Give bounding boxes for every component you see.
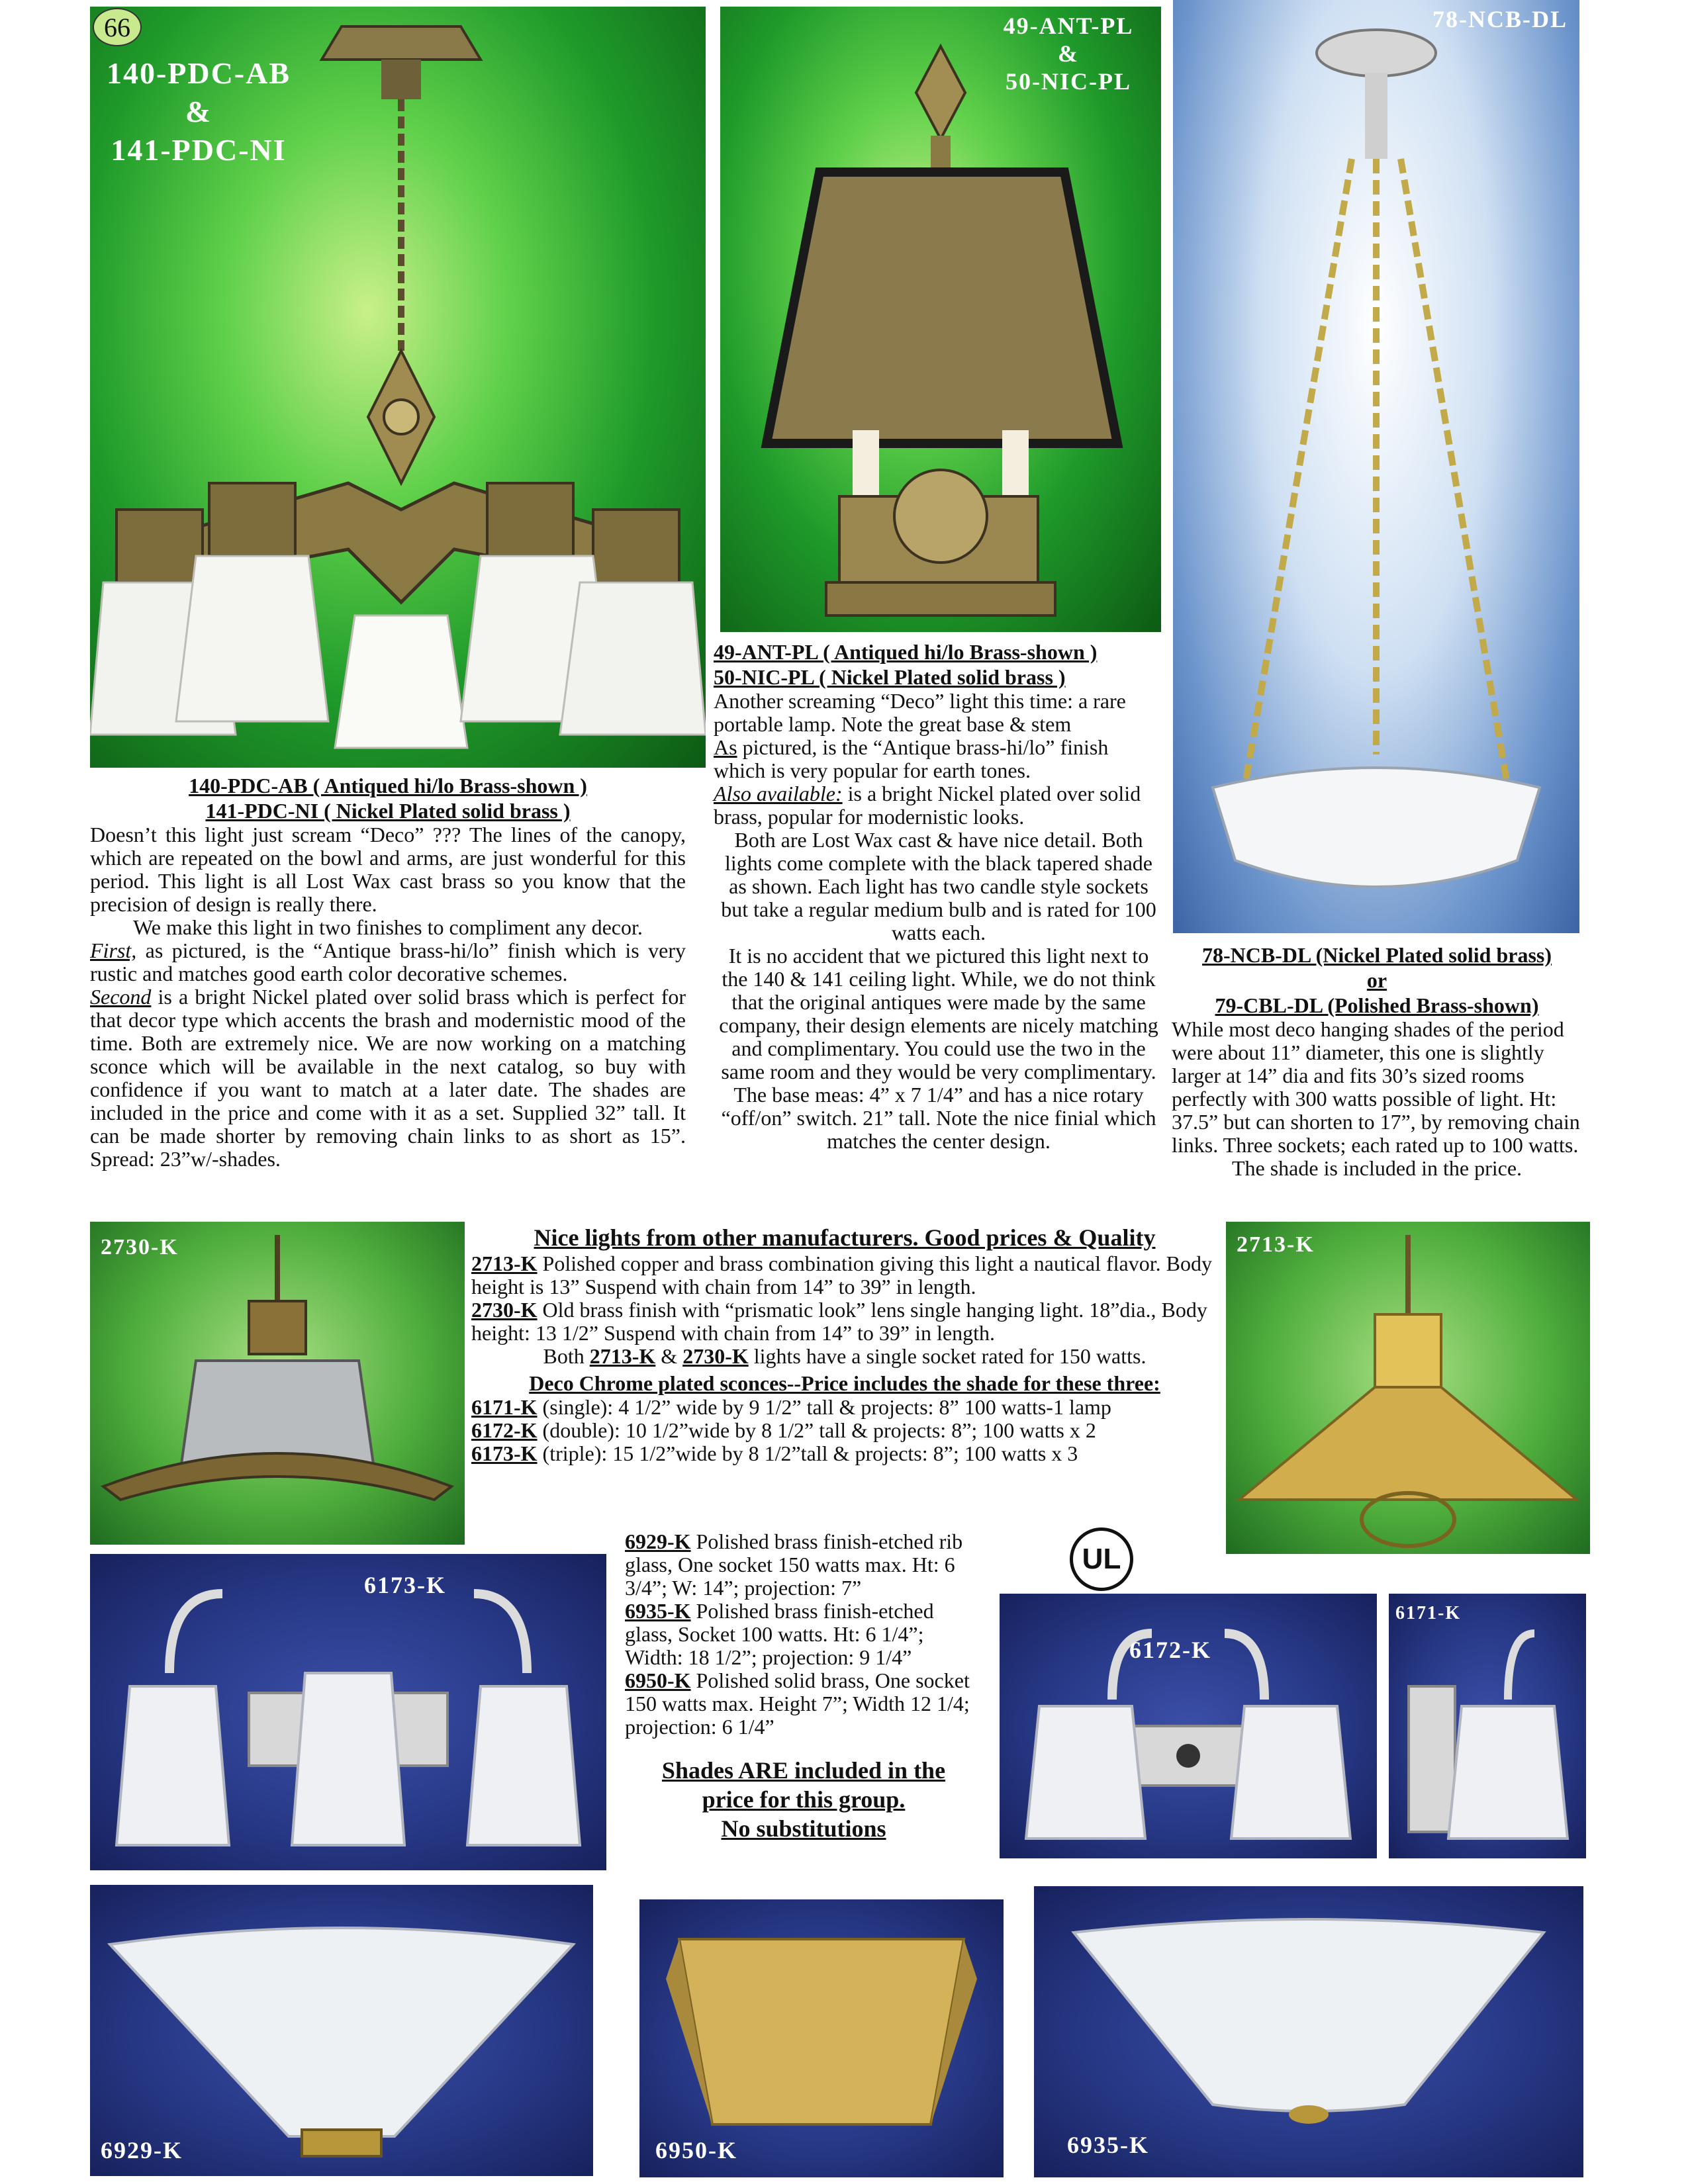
brass-flush-mount-illustration xyxy=(639,1899,1004,2177)
lamp-para: Another screaming “Deco” light this time: a rare portable lamp. Note the great base & stem xyxy=(714,689,1126,736)
chandelier-caption xyxy=(90,773,686,823)
photo-label: 6172-K xyxy=(1129,1637,1211,1663)
lamp-para: Both are Lost Wax cast & have nice detail. Both lights come complete with the black tapered shade as shown. Each light has two candle style sockets but take a regular medium bulb and is rated for 100 watts each. xyxy=(721,828,1156,944)
item-text: (double): 10 1/2”wide by 8 1/2” tall & projects: 8”; 100 watts x 2 xyxy=(537,1418,1096,1442)
pendant-label-text: 78-NCB-DL xyxy=(1432,6,1568,32)
photo-2713-k xyxy=(1226,1222,1590,1554)
pendant-para: The shade is included in the price. xyxy=(1231,1156,1523,1180)
lamp-photo xyxy=(720,7,1161,632)
photo-6172-k xyxy=(1000,1594,1377,1858)
pendant-illustration xyxy=(1173,0,1579,933)
chandelier-label-line: & xyxy=(185,95,212,128)
shades-notice xyxy=(625,1756,982,1843)
pendant-description xyxy=(1172,942,1582,1180)
emphasis: First, xyxy=(90,938,137,962)
item-code: 2713-K xyxy=(471,1251,538,1275)
chandelier-para xyxy=(90,985,686,1171)
notice-line: price for this group. xyxy=(702,1786,906,1813)
ceiling-item xyxy=(625,1600,982,1669)
lamp-illustration xyxy=(720,7,1161,632)
lamp-label-line: 49-ANT-PL xyxy=(1003,13,1134,39)
item-code: 6950-K xyxy=(625,1668,691,1692)
lamp-para-text: is a bright Nickel plated over solid brass, popular for modernistic looks. xyxy=(714,782,1141,829)
ul-listed-logo xyxy=(1070,1527,1133,1591)
item-text: Polished brass finish-etched glass, Socket 100 watts. Ht: 6 1/4”; Width: 18 1/2”; projection: 9 1/4” xyxy=(625,1599,934,1669)
lamp-para: The base meas: 4” x 7 1/4” and has a nice rotary “off/on” switch. 21” tall. Note the nice finial which matches the center design. xyxy=(721,1083,1156,1153)
nautical-pendant-illustration xyxy=(1226,1222,1590,1554)
other-item xyxy=(471,1345,1218,1368)
sconce-heading: Deco Chrome plated sconces--Price includes the shade for these three: xyxy=(529,1371,1160,1395)
lamp-para xyxy=(714,736,1164,782)
item-code: 2730-K xyxy=(471,1298,538,1322)
item-code: 2730-K xyxy=(682,1344,749,1368)
pendant-caption xyxy=(1172,942,1582,1018)
lamp-caption xyxy=(714,639,1164,690)
emphasis: As xyxy=(714,735,737,759)
pendant-label xyxy=(1432,5,1568,33)
photo-label: 2730-K xyxy=(101,1235,179,1259)
item-code: 6929-K xyxy=(625,1529,691,1553)
ribbed-flush-mount-illustration xyxy=(90,1885,593,2176)
ceiling-fixtures-text xyxy=(625,1530,982,1843)
lamp-label-line: & xyxy=(1058,40,1079,67)
ceiling-item xyxy=(625,1530,982,1600)
chandelier-label-line: 141-PDC-NI xyxy=(111,133,287,167)
item-text: Both xyxy=(543,1344,590,1368)
chandelier-para xyxy=(90,939,686,985)
page-number: 66 xyxy=(104,12,130,42)
ul-mark: UL xyxy=(1082,1543,1121,1575)
page-number-badge xyxy=(93,8,142,46)
sconce-item xyxy=(471,1396,1218,1419)
photo-6950-k xyxy=(639,1899,1004,2177)
pendant-caption-line: or xyxy=(1366,968,1387,992)
chandelier-para: Doesn’t this light just scream “Deco” ??? The lines of the canopy, which are repeated on the bowl and arms, are just wonderful for this period. This light is all Lost Wax cast brass so you know that the precision of design is really there. xyxy=(90,823,686,916)
item-code: 6172-K xyxy=(471,1418,538,1442)
prismatic-pendant-illustration xyxy=(90,1222,465,1545)
photo-label: 6935-K xyxy=(1067,2132,1149,2158)
notice-line: Shades ARE included in the xyxy=(661,1757,946,1784)
item-text: Old brass finish with “prismatic look” lens single hanging light. 18”dia., Body height: 13 1/2” Suspend with chain from 14” to 39” in length. xyxy=(471,1298,1207,1345)
chandelier-description xyxy=(90,773,686,1171)
chandelier-photo xyxy=(90,7,706,768)
photo-2730-k xyxy=(90,1222,465,1545)
photo-6929-k xyxy=(90,1885,593,2176)
item-code: 2713-K xyxy=(589,1344,656,1368)
item-code: 6935-K xyxy=(625,1599,691,1623)
item-code: 6173-K xyxy=(471,1441,538,1465)
chandelier-label xyxy=(99,54,298,169)
photo-label: 6173-K xyxy=(364,1572,446,1598)
item-text: (triple): 15 1/2”wide by 8 1/2”tall & projects: 8”; 100 watts x 3 xyxy=(537,1441,1078,1465)
item-text: (single): 4 1/2” wide by 9 1/2” tall & projects: 8” 100 watts-1 lamp xyxy=(537,1395,1111,1419)
other-heading: Nice lights from other manufacturers. Good prices & Quality xyxy=(534,1224,1156,1251)
photo-label: 6950-K xyxy=(655,2137,737,2163)
photo-label: 6171-K xyxy=(1395,1603,1462,1623)
lamp-caption-line: 49-ANT-PL ( Antiqued hi/lo Brass-shown ) xyxy=(714,640,1098,664)
item-text: & xyxy=(655,1344,683,1368)
chandelier-para-text: is a bright Nickel plated over solid brass which is perfect for that decor type which accents the brash and modernistic mood of the time. Both are extremely nice. We are now working on a matching sconce which will be available in the next catalog, so buy with confidence if you want to match at a later date. The shades are included in the price and come with it as a set. Supplied 32” tall. It can be made shorter by removing chain links to as short as 15”. Spread: 23”w/-shades. xyxy=(90,985,686,1171)
lamp-label xyxy=(989,12,1148,95)
pendant-caption-line: 78-NCB-DL (Nickel Plated solid brass) xyxy=(1202,943,1552,967)
other-item xyxy=(471,1252,1218,1298)
lamp-para xyxy=(714,782,1164,829)
chandelier-para-text: as pictured, is the “Antique brass-hi/lo” finish which is very rustic and matches good earth color decorative schemes. xyxy=(90,938,686,985)
single-sconce-illustration xyxy=(1389,1594,1586,1858)
item-text: Polished solid brass, One socket 150 watts max. Height 7”; Width 12 1/4; projection: 6 1/4” xyxy=(625,1668,970,1739)
sconce-item xyxy=(471,1442,1218,1465)
lamp-description xyxy=(714,639,1164,1153)
pendant-caption-line: 79-CBL-DL (Polished Brass-shown) xyxy=(1215,993,1539,1017)
lamp-para-text: pictured, is the “Antique brass-hi/lo” finish which is very popular for earth tones. xyxy=(714,735,1109,782)
photo-6171-k xyxy=(1389,1594,1586,1858)
other-manufacturers xyxy=(471,1224,1218,1465)
chandelier-para: We make this light in two finishes to compliment any decor. xyxy=(133,915,643,939)
sconce-item xyxy=(471,1419,1218,1442)
pendant-para: While most deco hanging shades of the period were about 11” diameter, this one is slightly larger at 14” dia and fits 30’s sized rooms perfectly with 300 watts possible of light. Ht: 37.5” but can shorten to 17”, by removing chain links. Three sockets; each rated up to 100 watts. xyxy=(1172,1017,1580,1157)
pendant-photo xyxy=(1173,0,1579,933)
other-item xyxy=(471,1298,1218,1345)
photo-6935-k xyxy=(1034,1886,1583,2177)
item-text: lights have a single socket rated for 150 watts. xyxy=(748,1344,1147,1368)
emphasis: Second xyxy=(90,985,152,1009)
lamp-caption-line: 50-NIC-PL ( Nickel Plated solid brass ) xyxy=(714,665,1066,689)
photo-label: 6929-K xyxy=(101,2137,183,2163)
triple-sconce-illustration xyxy=(90,1554,606,1870)
item-text: Polished brass finish-etched rib glass, One socket 150 watts max. Ht: 6 3/4”; W: 14”; projection: 7” xyxy=(625,1529,963,1600)
item-code: 6171-K xyxy=(471,1395,538,1419)
item-text: Polished copper and brass combination giving this light a nautical flavor. Body height is 13” Suspend with chain from 14” to 39” in length. xyxy=(471,1251,1212,1298)
chandelier-caption-line: 141-PDC-NI ( Nickel Plated solid brass ) xyxy=(205,799,571,823)
chandelier-caption-line: 140-PDC-AB ( Antiqued hi/lo Brass-shown ) xyxy=(189,774,587,797)
notice-line: No substitutions xyxy=(721,1815,886,1842)
photo-6173-k xyxy=(90,1554,606,1870)
ceiling-item xyxy=(625,1669,982,1739)
double-sconce-illustration xyxy=(1000,1594,1377,1858)
chandelier-label-line: 140-PDC-AB xyxy=(106,56,291,90)
photo-label: 2713-K xyxy=(1237,1232,1315,1257)
lamp-para: It is no accident that we pictured this light next to the 140 & 141 ceiling light. While, we do not think that the original antiques were made by the same company, their design elements are nicely matching and complimentary. You could use the two in the same room and they would be very complimentary. xyxy=(719,944,1158,1083)
sconce-list xyxy=(471,1396,1218,1465)
lamp-label-line: 50-NIC-PL xyxy=(1006,68,1131,95)
emphasis: Also available: xyxy=(714,782,843,805)
